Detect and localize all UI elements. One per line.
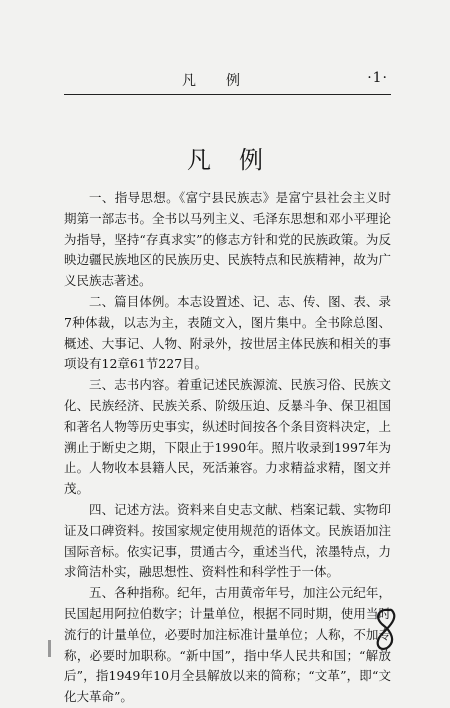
paragraph-terms: 五、各种指称。纪年，古用黄帝年号，加注公元纪年，民国起用阿拉伯数字；计量单位，根据不同时期，使用当时流行的计量单位，必要时加注标准计量单位；人称，不加专称，必要时加职称。“新中国”，指中华人民共和国；“解放后”，指1949年10月全县解放以来的简称；“文革”，即“文化大革命”。 [64, 585, 391, 705]
paragraph-structure: 二、篇目体例。本志设置述、记、志、传、图、表、录7种体裁，以志为主，表随文入，图片集中。全书除总图、概述、大事记、人物、附录外，按世居主体民族和相关的事项设有12章61节227目。 [64, 293, 391, 372]
running-header [64, 70, 388, 90]
paragraph-method: 四、记述方法。资料来自史志文献、档案记载、实物印证及口碑资料。按国家规定使用规范的语体文。民族语加注国际音标。依实记事，贯通古今，重述当代，浓墨特点，力求简洁朴实，融思想性、资料性和科学性于一体。 [64, 501, 391, 580]
body-text [64, 188, 391, 708]
paragraph-content: 三、志书内容。着重记述民族源流、民族习俗、民族文化、民族经济、民族关系、阶级压迫、反暴斗争、保卫祖国和著名人物等历史事实，纵述时间按各个条目资料决定，上溯止于断史之期，下限止于1990年。照片收录到1997年为止。人物收本县籍人民，死活兼容。力求精益求精，图文并茂。 [64, 377, 391, 497]
paragraph-guiding-principle: 一、指导思想。《富宁县民族志》是富宁县社会主义时期第一部志书。全书以马列主义、毛泽东思想和邓小平理论为指导，坚持“存真求实”的修志方针和党的民族政策。为反映边疆民族地区的民族历史、民族特点和民族精神，故为广义民族志著述。 [64, 190, 391, 289]
page-number: ·1· [367, 70, 388, 86]
running-header-title: 凡例 [182, 73, 270, 89]
scan-edge-mark [48, 640, 51, 657]
page-title: 凡例 [187, 146, 291, 174]
header-rule [64, 94, 391, 95]
handwritten-page-number [370, 606, 402, 652]
